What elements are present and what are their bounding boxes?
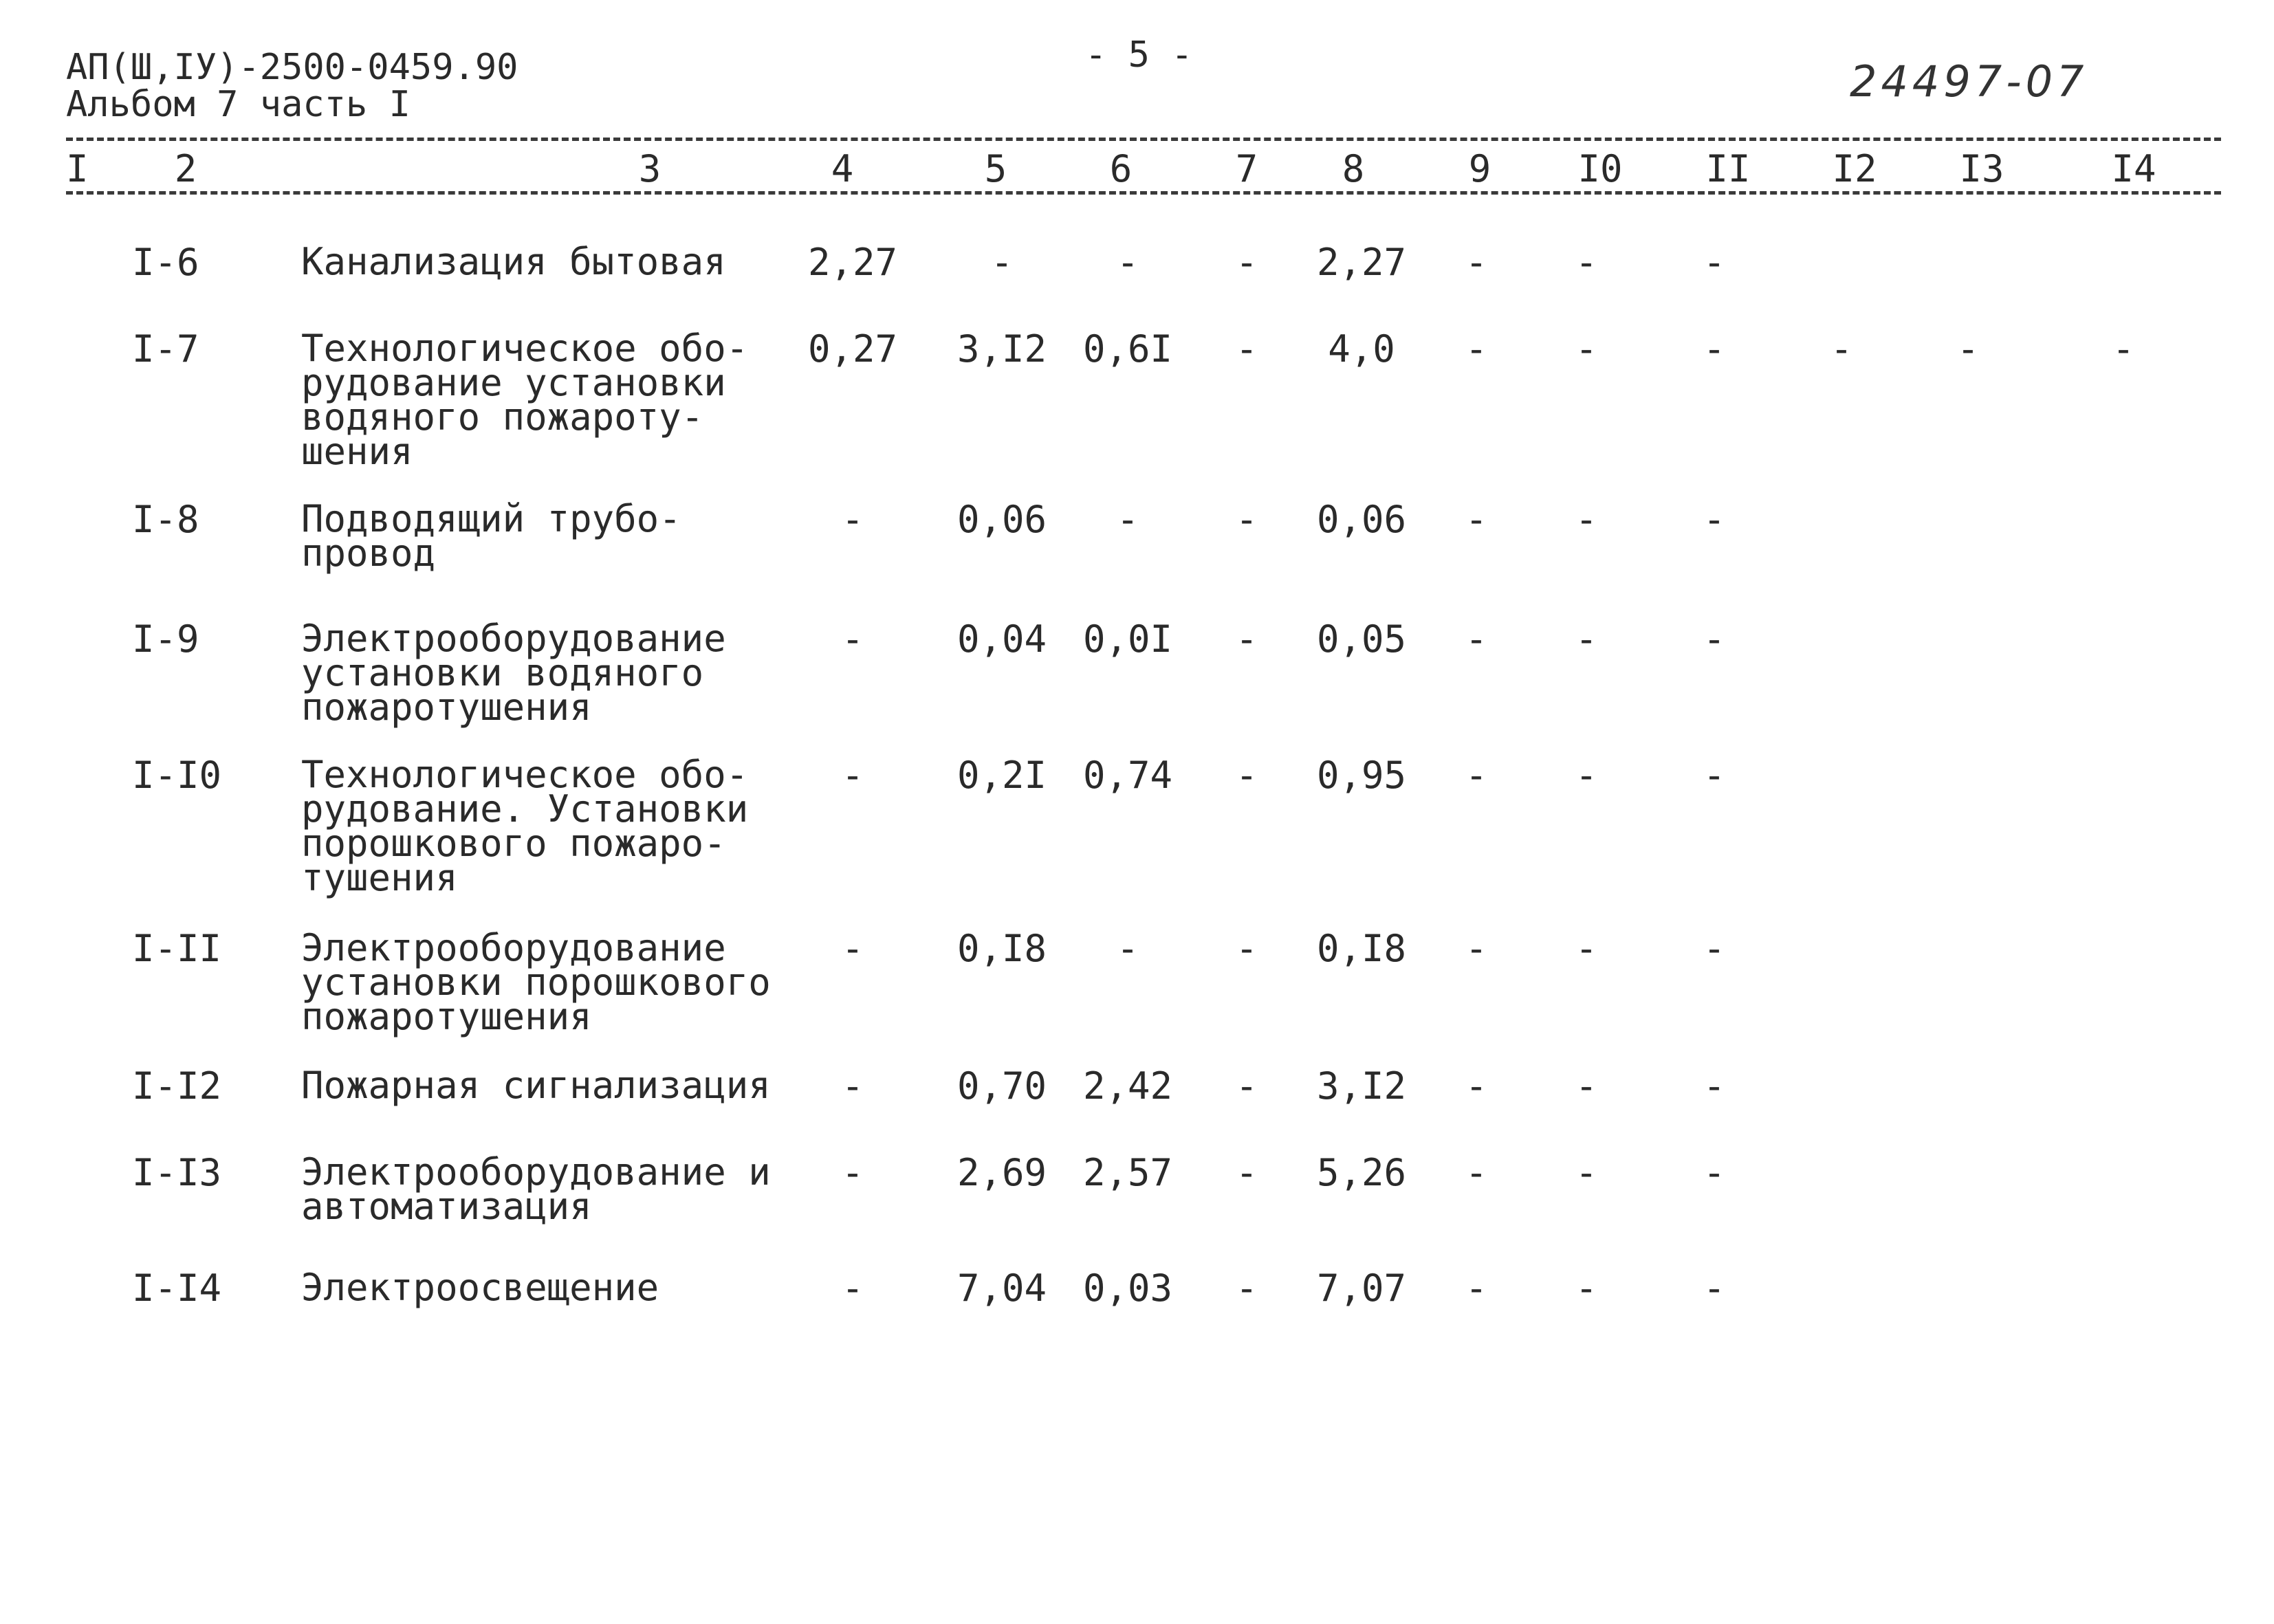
row-value-col-10: - (1575, 754, 1598, 797)
row-value-col-6: 0,0I (1082, 617, 1173, 661)
row-value-col-4: - (841, 1266, 864, 1310)
row-name: Канализация бытовая (301, 240, 726, 283)
row-value-col-8: 3,I2 (1316, 1064, 1407, 1108)
row-value-col-6: - (1116, 498, 1139, 541)
row-code: I-I4 (132, 1266, 222, 1310)
row-value-col-10: - (1575, 241, 1598, 284)
row-code: I-II (132, 927, 222, 970)
row-value-col-5: 2,69 (956, 1151, 1047, 1194)
header-bottom-rule (66, 191, 2221, 195)
column-number: 8 (1342, 147, 1365, 190)
album-label: Альбом 7 часть I (66, 84, 411, 125)
row-code: I-7 (132, 327, 199, 371)
row-value-col-4: 2,27 (807, 241, 898, 284)
row-value-col-5: 0,06 (956, 498, 1047, 541)
row-value-col-11: - (1703, 241, 1726, 284)
row-value-col-6: - (1116, 241, 1139, 284)
row-value-col-5: - (990, 241, 1014, 284)
row-value-col-9: - (1465, 754, 1488, 797)
column-number: 2 (174, 147, 197, 190)
row-value-col-8: 7,07 (1316, 1266, 1407, 1310)
row-value-col-9: - (1465, 1064, 1488, 1108)
row-value-col-6: 0,74 (1082, 754, 1173, 797)
row-value-col-9: - (1465, 1151, 1488, 1194)
row-value-col-7: - (1235, 1064, 1258, 1108)
row-name: Технологическое обо- рудование. Установки порошкового пожаро- тушения (301, 753, 749, 899)
row-value-col-8: 0,06 (1316, 498, 1407, 541)
row-value-col-5: 3,I2 (956, 327, 1047, 371)
column-number: I2 (1832, 147, 1877, 190)
row-value-col-4: - (841, 754, 864, 797)
row-code: I-I2 (132, 1064, 222, 1108)
handwritten-inventory-number: 24497-07 (1850, 56, 2088, 107)
row-value-col-9: - (1465, 241, 1488, 284)
row-name: Электрооборудование установки водяного пожаротушения (301, 617, 726, 729)
row-code: I-I3 (132, 1151, 222, 1194)
row-value-col-10: - (1575, 1266, 1598, 1310)
row-value-col-10: - (1575, 927, 1598, 970)
row-value-col-12: - (1830, 327, 1853, 371)
row-name: Пожарная сигнализация (301, 1064, 771, 1107)
row-value-col-9: - (1465, 927, 1488, 970)
row-value-col-6: 0,03 (1082, 1266, 1173, 1310)
row-value-col-7: - (1235, 327, 1258, 371)
column-number: II (1705, 147, 1751, 190)
row-value-col-5: 0,2I (956, 754, 1047, 797)
row-value-col-7: - (1235, 927, 1258, 970)
row-code: I-9 (132, 617, 199, 661)
row-value-col-7: - (1235, 1266, 1258, 1310)
row-value-col-8: 5,26 (1316, 1151, 1407, 1194)
row-value-col-11: - (1703, 1151, 1726, 1194)
row-value-col-11: - (1703, 617, 1726, 661)
row-value-col-8: 0,95 (1316, 754, 1407, 797)
row-value-col-11: - (1703, 327, 1726, 371)
row-value-col-5: 0,70 (956, 1064, 1047, 1108)
row-value-col-8: 0,I8 (1316, 927, 1407, 970)
row-value-col-10: - (1575, 1064, 1598, 1108)
row-value-col-7: - (1235, 617, 1258, 661)
row-value-col-5: 0,04 (956, 617, 1047, 661)
row-value-col-6: - (1116, 927, 1139, 970)
row-value-col-10: - (1575, 327, 1598, 371)
row-value-col-7: - (1235, 1151, 1258, 1194)
row-name: Электрооборудование и автоматизация (301, 1150, 771, 1228)
row-value-col-9: - (1465, 617, 1488, 661)
row-value-col-4: - (841, 1151, 864, 1194)
column-number: 9 (1468, 147, 1491, 190)
row-value-col-11: - (1703, 927, 1726, 970)
document-code: АП(Ш,IУ)-2500-0459.90 (66, 47, 518, 88)
row-name: Электрооборудование установки порошкового пожаротушения (301, 926, 771, 1038)
row-value-col-5: 0,I8 (956, 927, 1047, 970)
column-number: I4 (2111, 147, 2156, 190)
row-value-col-14: - (2112, 327, 2135, 371)
row-value-col-4: - (841, 1064, 864, 1108)
row-value-col-7: - (1235, 754, 1258, 797)
column-number: 5 (984, 147, 1007, 190)
row-name: Электроосвещение (301, 1266, 659, 1309)
row-value-col-6: 0,6I (1082, 327, 1173, 371)
row-value-col-10: - (1575, 617, 1598, 661)
row-value-col-7: - (1235, 241, 1258, 284)
column-number: I0 (1577, 147, 1623, 190)
row-name: Подводящий трубо- провод (301, 497, 681, 575)
row-value-col-13: - (1956, 327, 1980, 371)
column-number: 6 (1109, 147, 1133, 190)
row-value-col-7: - (1235, 498, 1258, 541)
row-value-col-11: - (1703, 754, 1726, 797)
row-value-col-11: - (1703, 498, 1726, 541)
row-value-col-10: - (1575, 1151, 1598, 1194)
row-value-col-9: - (1465, 498, 1488, 541)
column-number: 3 (638, 147, 662, 190)
row-value-col-8: 2,27 (1316, 241, 1407, 284)
row-code: I-6 (132, 241, 199, 284)
row-value-col-5: 7,04 (956, 1266, 1047, 1310)
page-number: - 5 - (1085, 34, 1193, 76)
column-number: 7 (1235, 147, 1258, 190)
row-value-col-4: 0,27 (807, 327, 898, 371)
row-value-col-11: - (1703, 1266, 1726, 1310)
row-value-col-4: - (841, 927, 864, 970)
column-number: 4 (831, 147, 854, 190)
row-value-col-6: 2,42 (1082, 1064, 1173, 1108)
row-value-col-9: - (1465, 1266, 1488, 1310)
column-number: I (66, 147, 89, 190)
row-value-col-8: 0,05 (1316, 617, 1407, 661)
row-value-col-8: 4,0 (1328, 327, 1395, 371)
row-value-col-9: - (1465, 327, 1488, 371)
row-name: Технологическое обо- рудование установки водяного пожароту- шения (301, 327, 749, 473)
row-value-col-11: - (1703, 1064, 1726, 1108)
table-top-rule (66, 138, 2221, 141)
row-value-col-10: - (1575, 498, 1598, 541)
row-value-col-6: 2,57 (1082, 1151, 1173, 1194)
row-code: I-8 (132, 498, 199, 541)
column-number: I3 (1959, 147, 2004, 190)
row-value-col-4: - (841, 617, 864, 661)
row-value-col-4: - (841, 498, 864, 541)
row-code: I-I0 (132, 754, 222, 797)
